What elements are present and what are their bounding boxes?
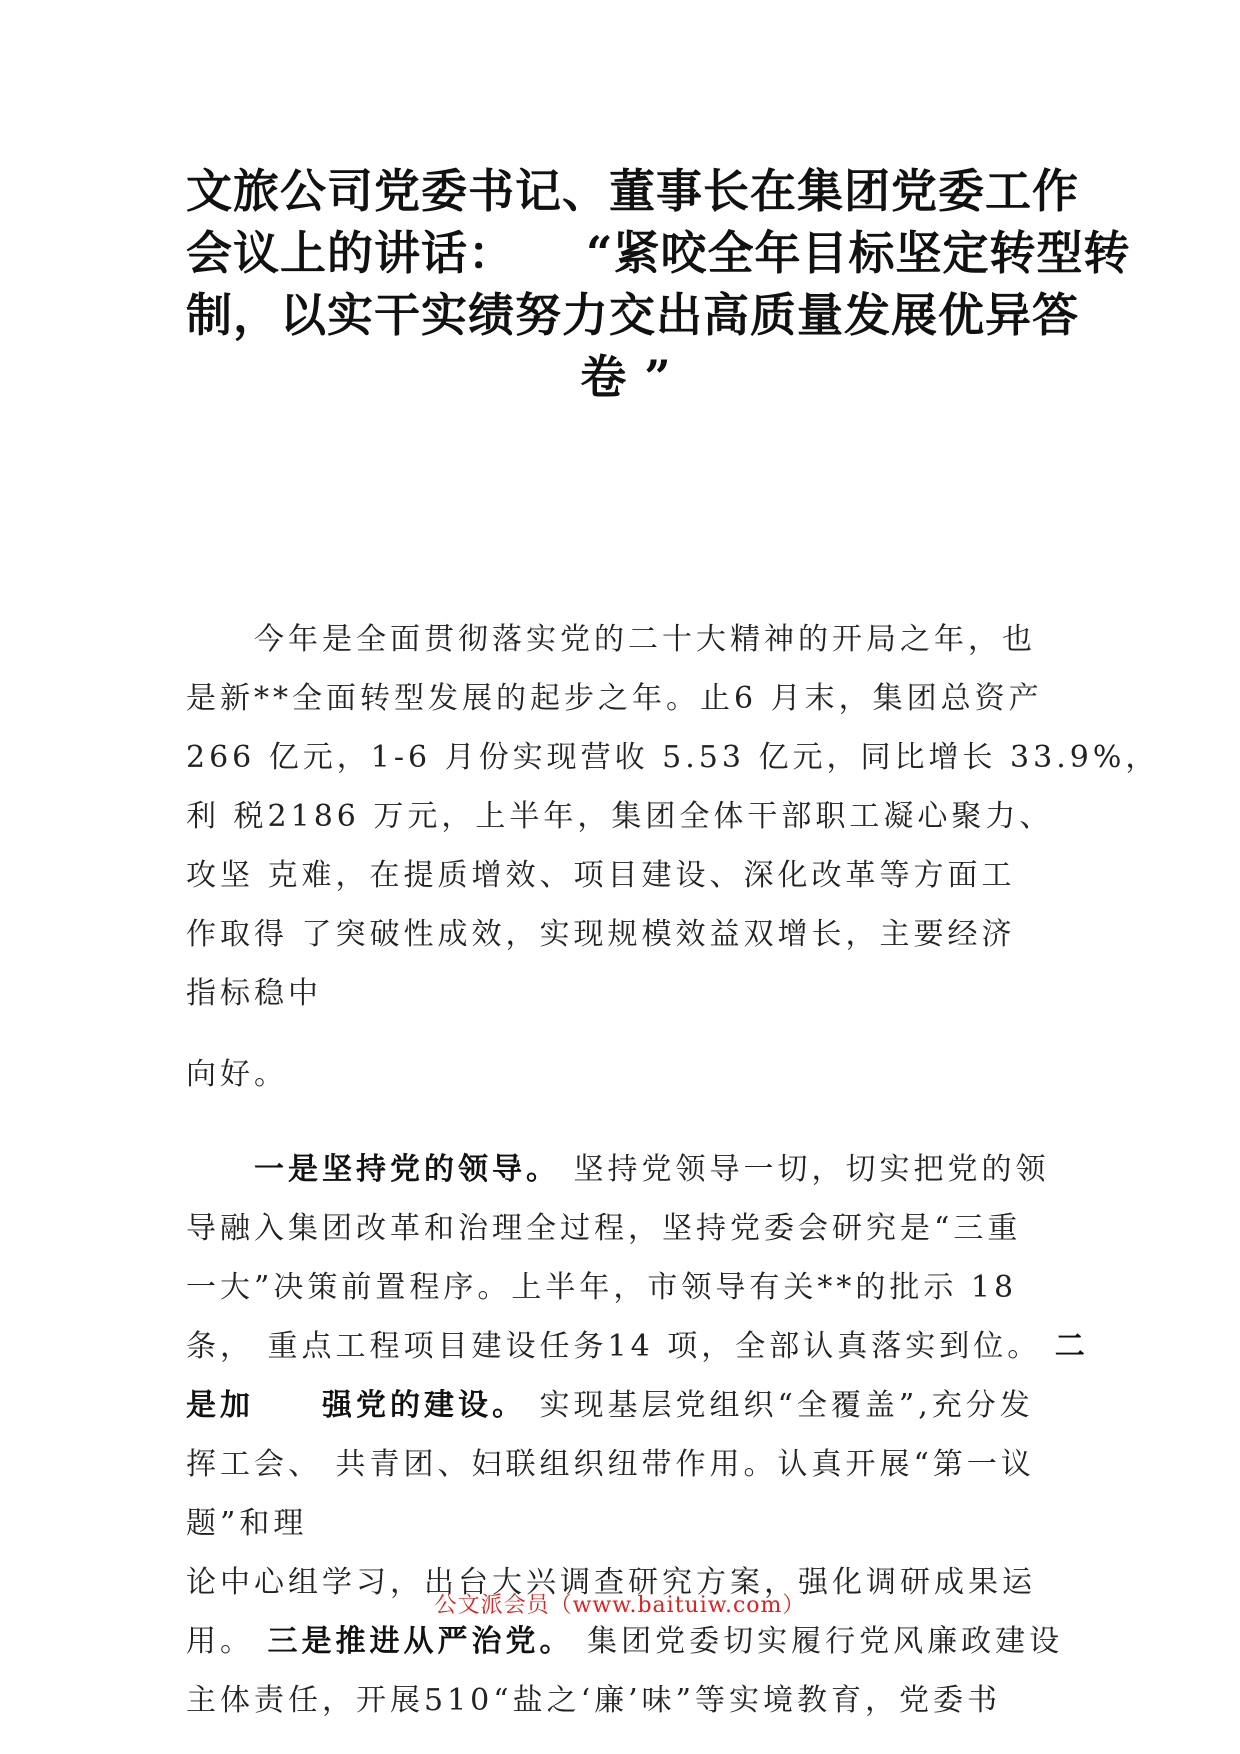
text-line [186, 1612, 1066, 1671]
section-heading: 一是坚持党的领导。 [186, 1152, 560, 1187]
text-line: 作取得 了突破性成效，实现规模效益双增长，主要经济 [186, 917, 1016, 952]
section-heading: 是加 强党的建设。 [186, 1388, 526, 1423]
paragraph-party-work [186, 1140, 1089, 1553]
paragraph-intro [186, 610, 1160, 1023]
paragraph-study [186, 1553, 1066, 1730]
title-line: 文旅公司党委书记、董事长在集团党委工作 [186, 164, 1079, 218]
section-heading: 二 [1054, 1329, 1089, 1364]
title-line: 会议上的讲话： “紧咬全年目标坚定转型转 [186, 226, 1131, 280]
text-line: 向好。 [186, 1057, 288, 1092]
footer-watermark-text: 公文派会员（www.baituiw.com） [434, 1593, 806, 1618]
text-segment: 条， 重点工程项目建设任务14 项，全部认真落实到位。 [186, 1329, 1055, 1364]
text-segment: 实现基层党组织“全覆盖”,充分发 [526, 1388, 1034, 1423]
text-line [186, 1376, 1066, 1435]
title-line: 制，以实干实绩努力交出高质量发展优异答 [186, 288, 1079, 342]
text-line: 攻坚 克难，在提质增效、项目建设、深化改革等方面工 [186, 858, 1016, 893]
text-line: 是新**全面转型发展的起步之年。止6 月末，集团总资产 [186, 681, 1043, 716]
text-segment: 坚持党领导一切，切实把党的领 [560, 1152, 1050, 1187]
text-line [186, 1317, 1089, 1376]
section-heading: 三是推进从严治党。 [267, 1624, 574, 1659]
text-line: 挥工会、 共青团、妇联组织纽带作用。认真开展“第一议 [186, 1447, 1035, 1482]
document-body [186, 610, 1160, 1730]
paragraph-intro-tail [186, 1045, 1066, 1104]
text-line [186, 1140, 1066, 1199]
text-segment: 集团党委切实履行党风廉政建设 [573, 1624, 1064, 1659]
text-line: 今年是全面贯彻落实党的二十大精神的开局之年，也 [186, 622, 1036, 657]
text-line: 主体责任，开展510“盐之‘廉’味”等实境教育，党委书 [186, 1683, 1002, 1718]
text-line: 指标稳中 [186, 976, 322, 1011]
text-line: 利 税2186 万元，上半年，集团全体干部职工凝心聚力、 [186, 799, 1054, 834]
text-line: 一大”决策前置程序。上半年，市领导有关**的批示 18 [186, 1270, 1018, 1305]
text-line: 论中心组学习，出台大兴调查研究方案，强化调研成果运 [186, 1565, 1036, 1600]
text-line: 导融入集团改革和治理全过程，坚持党委会研究是“三重 [186, 1211, 1022, 1246]
title-line: 卷 ” [580, 350, 672, 404]
text-segment: 用。 [186, 1624, 268, 1659]
document-title [186, 160, 1131, 408]
text-line: 266 亿元，1-6 月份实现营收 5.53 亿元，同比增长 33.9%， [186, 740, 1160, 775]
text-line: 题”和理 [186, 1506, 308, 1541]
